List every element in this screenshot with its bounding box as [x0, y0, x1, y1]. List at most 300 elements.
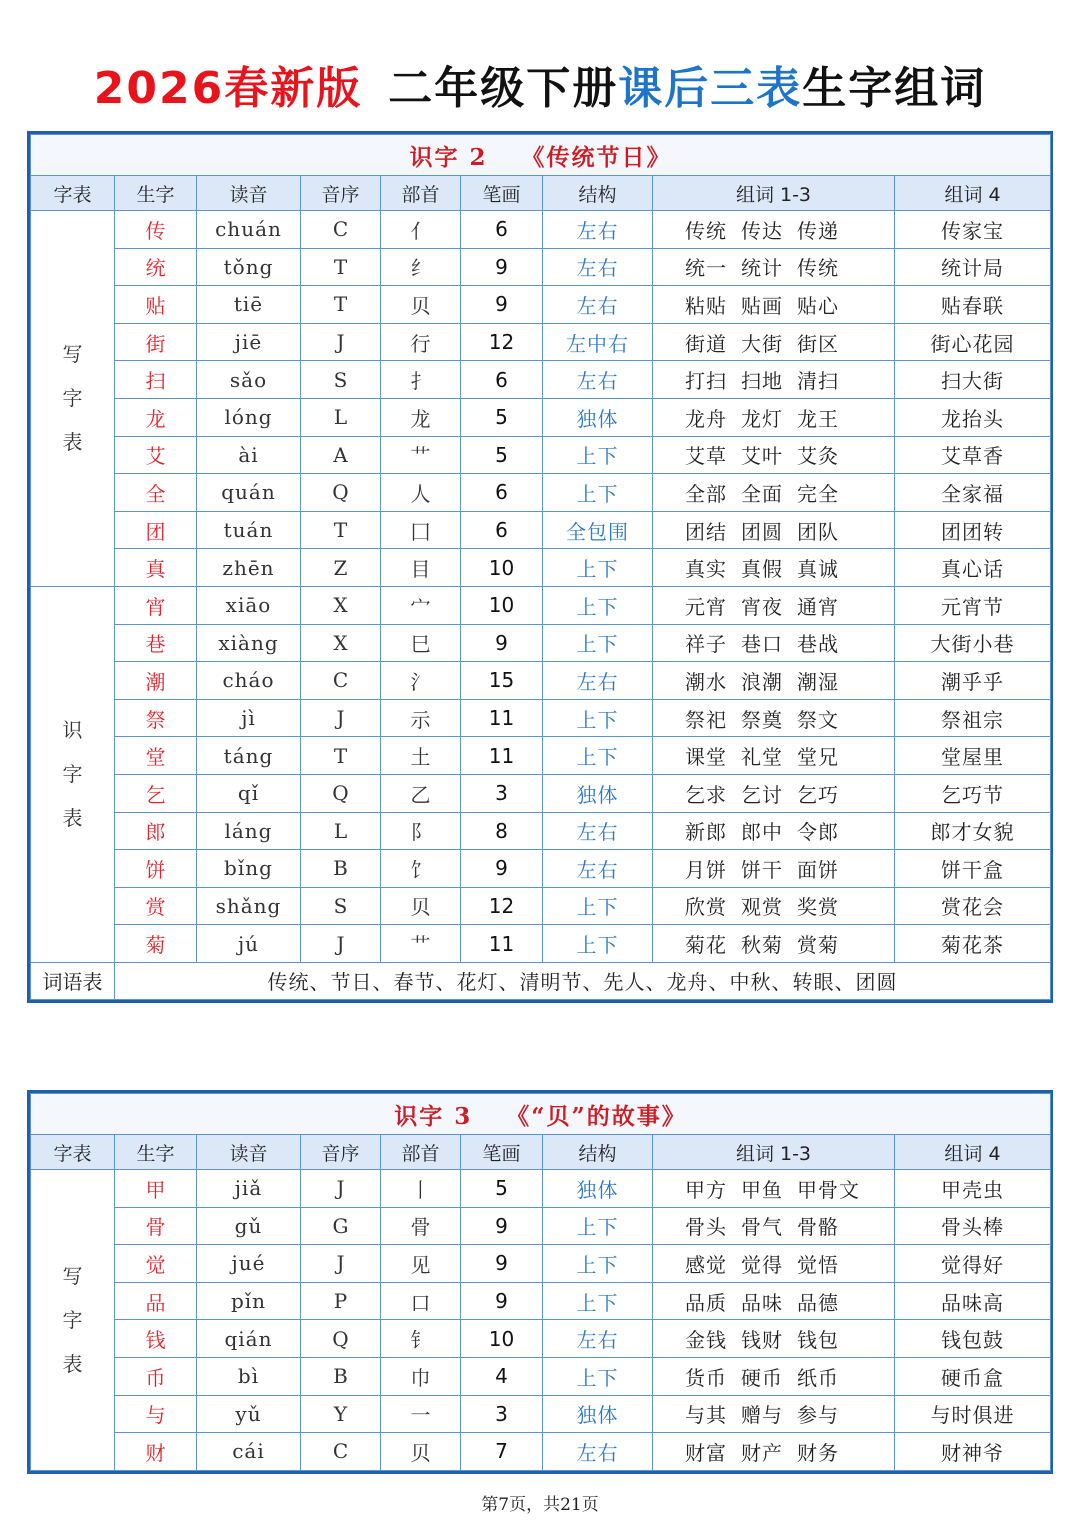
new-character: 币 — [115, 1357, 197, 1395]
word-group-4: 赏花会 — [895, 887, 1051, 925]
initial-letter: J — [301, 699, 381, 737]
word: 课堂 — [685, 745, 727, 770]
word: 真诚 — [797, 557, 839, 582]
stroke-count: 15 — [461, 662, 543, 700]
word-group-4: 统计局 — [895, 248, 1051, 286]
word: 饼干 — [741, 857, 783, 882]
word: 传统 — [797, 256, 839, 281]
radical: 见 — [381, 1245, 461, 1283]
radical: 氵 — [381, 662, 461, 700]
word: 财务 — [797, 1440, 839, 1465]
stroke-count: 9 — [461, 286, 543, 324]
structure: 全包围 — [543, 511, 653, 549]
radical: 乙 — [381, 774, 461, 812]
structure: 上下 — [543, 925, 653, 963]
radical: 一 — [381, 1395, 461, 1433]
initial-letter: T — [301, 248, 381, 286]
word: 纸币 — [797, 1365, 839, 1390]
pinyin: jì — [197, 699, 301, 737]
word: 艾叶 — [741, 444, 783, 469]
table-row — [31, 1433, 1051, 1471]
table-row — [31, 1207, 1051, 1245]
pinyin: tǒng — [197, 248, 301, 286]
structure: 上下 — [543, 436, 653, 474]
new-character: 真 — [115, 549, 197, 587]
pinyin: xiàng — [197, 624, 301, 662]
word: 觉悟 — [797, 1252, 839, 1277]
table-group-label — [31, 1170, 115, 1471]
word-group-4: 扫大街 — [895, 361, 1051, 399]
stroke-count: 5 — [461, 398, 543, 436]
initial-letter: Q — [301, 474, 381, 512]
word-group-4: 全家福 — [895, 474, 1051, 512]
table-row — [31, 361, 1051, 399]
pinyin: xiāo — [197, 586, 301, 624]
structure: 上下 — [543, 1357, 653, 1395]
word: 觉得 — [741, 1252, 783, 1277]
pinyin: láng — [197, 812, 301, 850]
new-character: 觉 — [115, 1245, 197, 1283]
pinyin: tuán — [197, 511, 301, 549]
initial-letter: A — [301, 436, 381, 474]
word: 堂兄 — [797, 745, 839, 770]
character-table — [30, 1093, 1051, 1471]
structure: 上下 — [543, 887, 653, 925]
word: 浪潮 — [741, 669, 783, 694]
table-row — [31, 436, 1051, 474]
lesson-table-shizi-2 — [27, 131, 1053, 1003]
column-header: 结构 — [543, 176, 653, 211]
word-group-1-3 — [653, 549, 895, 587]
word-group-4: 祭祖宗 — [895, 699, 1051, 737]
column-header: 部首 — [381, 1135, 461, 1170]
word: 观赏 — [741, 895, 783, 920]
group-label-char: 表 — [62, 1351, 83, 1376]
word: 大街 — [741, 331, 783, 356]
stroke-count: 9 — [461, 850, 543, 888]
word: 面饼 — [797, 857, 839, 882]
stroke-count: 7 — [461, 1433, 543, 1471]
word: 传递 — [797, 218, 839, 243]
pinyin: shǎng — [197, 887, 301, 925]
initial-letter: T — [301, 511, 381, 549]
structure: 左右 — [543, 850, 653, 888]
stroke-count: 11 — [461, 699, 543, 737]
radical: 丨 — [381, 1170, 461, 1208]
stroke-count: 9 — [461, 624, 543, 662]
new-character: 龙 — [115, 398, 197, 436]
structure: 左右 — [543, 248, 653, 286]
stroke-count: 9 — [461, 1282, 543, 1320]
column-header: 字表 — [31, 1135, 115, 1170]
radical: 骨 — [381, 1207, 461, 1245]
word: 宵夜 — [741, 594, 783, 619]
pinyin: cháo — [197, 662, 301, 700]
group-label-char: 表 — [62, 806, 83, 831]
header-row — [31, 1135, 1051, 1170]
word-group-4: 龙抬头 — [895, 398, 1051, 436]
word-group-1-3 — [653, 211, 895, 249]
table-row — [31, 549, 1051, 587]
column-header: 音序 — [301, 176, 381, 211]
word-group-1-3 — [653, 586, 895, 624]
radical: 人 — [381, 474, 461, 512]
radical: 饣 — [381, 850, 461, 888]
initial-letter: J — [301, 1170, 381, 1208]
column-header: 部首 — [381, 176, 461, 211]
word: 品质 — [685, 1290, 727, 1315]
pinyin: zhēn — [197, 549, 301, 587]
initial-letter: S — [301, 361, 381, 399]
word: 郎中 — [741, 820, 783, 845]
word: 巷战 — [797, 632, 839, 657]
word-group-1-3 — [653, 774, 895, 812]
table-row — [31, 699, 1051, 737]
pinyin: yǔ — [197, 1395, 301, 1433]
radical: 艹 — [381, 436, 461, 474]
table-row — [31, 887, 1051, 925]
title-grade: 二年级下册 — [388, 63, 619, 114]
radical: 纟 — [381, 248, 461, 286]
initial-letter: B — [301, 1357, 381, 1395]
stroke-count: 6 — [461, 474, 543, 512]
word-group-1-3 — [653, 323, 895, 361]
structure: 上下 — [543, 699, 653, 737]
group-label-char: 写 — [62, 342, 83, 367]
new-character: 堂 — [115, 737, 197, 775]
word: 财富 — [685, 1440, 727, 1465]
radical: 行 — [381, 323, 461, 361]
title-year: 2026 — [93, 63, 225, 114]
new-character: 艾 — [115, 436, 197, 474]
pinyin: chuán — [197, 211, 301, 249]
new-character: 统 — [115, 248, 197, 286]
word-group-4: 郎才女貌 — [895, 812, 1051, 850]
word-group-1-3 — [653, 1170, 895, 1208]
word: 感觉 — [685, 1252, 727, 1277]
word-group-4: 贴春联 — [895, 286, 1051, 324]
table-row — [31, 1282, 1051, 1320]
word: 完全 — [797, 481, 839, 506]
pinyin: jiē — [197, 323, 301, 361]
word: 全面 — [741, 481, 783, 506]
new-character: 品 — [115, 1282, 197, 1320]
radical: 宀 — [381, 586, 461, 624]
word: 全部 — [685, 481, 727, 506]
pinyin: gǔ — [197, 1207, 301, 1245]
initial-letter: J — [301, 323, 381, 361]
initial-letter: C — [301, 211, 381, 249]
structure: 左右 — [543, 1433, 653, 1471]
title-series: 课后三表 — [618, 63, 803, 114]
pinyin: jué — [197, 1245, 301, 1283]
new-character: 贴 — [115, 286, 197, 324]
word: 金钱 — [685, 1328, 727, 1353]
structure: 左右 — [543, 812, 653, 850]
structure: 上下 — [543, 474, 653, 512]
word: 秋菊 — [741, 933, 783, 958]
stroke-count: 6 — [461, 511, 543, 549]
column-header: 字表 — [31, 176, 115, 211]
initial-letter: J — [301, 925, 381, 963]
stroke-count: 8 — [461, 812, 543, 850]
vocab-row — [31, 962, 1051, 999]
structure: 独体 — [543, 774, 653, 812]
word: 巷口 — [741, 632, 783, 657]
word: 奖赏 — [797, 895, 839, 920]
word: 祭奠 — [741, 707, 783, 732]
pinyin: táng — [197, 737, 301, 775]
stroke-count: 10 — [461, 1320, 543, 1358]
word: 令郎 — [797, 820, 839, 845]
stroke-count: 9 — [461, 1207, 543, 1245]
word-group-1-3 — [653, 699, 895, 737]
word: 乞巧 — [797, 782, 839, 807]
radical: 目 — [381, 549, 461, 587]
word-group-1-3 — [653, 737, 895, 775]
stroke-count: 6 — [461, 211, 543, 249]
stroke-count: 6 — [461, 361, 543, 399]
word-group-4: 团团转 — [895, 511, 1051, 549]
word: 新郎 — [685, 820, 727, 845]
word-group-4: 品味高 — [895, 1282, 1051, 1320]
word: 祭祀 — [685, 707, 727, 732]
structure: 左右 — [543, 1320, 653, 1358]
word: 乞讨 — [741, 782, 783, 807]
table-row — [31, 850, 1051, 888]
word-group-1-3 — [653, 398, 895, 436]
lesson-number: 识字 2 — [409, 143, 488, 171]
structure: 上下 — [543, 1245, 653, 1283]
word-group-1-3 — [653, 850, 895, 888]
stroke-count: 11 — [461, 737, 543, 775]
initial-letter: X — [301, 624, 381, 662]
word-group-1-3 — [653, 887, 895, 925]
word: 菊花 — [685, 933, 727, 958]
structure: 上下 — [543, 586, 653, 624]
structure: 上下 — [543, 624, 653, 662]
word: 财产 — [741, 1440, 783, 1465]
word-group-1-3 — [653, 1395, 895, 1433]
table-row — [31, 511, 1051, 549]
word: 欣赏 — [685, 895, 727, 920]
radical: 钅 — [381, 1320, 461, 1358]
table-row — [31, 211, 1051, 249]
word: 团圆 — [741, 519, 783, 544]
structure: 上下 — [543, 737, 653, 775]
new-character: 赏 — [115, 887, 197, 925]
word-group-1-3 — [653, 1357, 895, 1395]
word-group-4: 街心花园 — [895, 323, 1051, 361]
table-row — [31, 737, 1051, 775]
word: 祭文 — [797, 707, 839, 732]
word: 钱包 — [797, 1328, 839, 1353]
pinyin: bǐng — [197, 850, 301, 888]
column-header: 生字 — [115, 1135, 197, 1170]
new-character: 全 — [115, 474, 197, 512]
header-row — [31, 176, 1051, 211]
word-group-1-3 — [653, 436, 895, 474]
column-header: 笔画 — [461, 176, 543, 211]
radical: 龙 — [381, 398, 461, 436]
structure: 上下 — [543, 1207, 653, 1245]
word-group-1-3 — [653, 925, 895, 963]
table-row — [31, 1245, 1051, 1283]
group-label-char: 写 — [62, 1263, 83, 1288]
stroke-count: 3 — [461, 1395, 543, 1433]
radical: 艹 — [381, 925, 461, 963]
word-group-1-3 — [653, 361, 895, 399]
radical: 扌 — [381, 361, 461, 399]
word-group-4: 乞巧节 — [895, 774, 1051, 812]
structure: 上下 — [543, 549, 653, 587]
new-character: 与 — [115, 1395, 197, 1433]
new-character: 宵 — [115, 586, 197, 624]
word-group-1-3 — [653, 1282, 895, 1320]
initial-letter: X — [301, 586, 381, 624]
word-group-1-3 — [653, 248, 895, 286]
initial-letter: J — [301, 1245, 381, 1283]
radical: 阝 — [381, 812, 461, 850]
word: 赠与 — [741, 1403, 783, 1428]
group-label-char: 识 — [62, 718, 83, 743]
pinyin: pǐn — [197, 1282, 301, 1320]
table-row — [31, 323, 1051, 361]
lesson-table-shizi-3 — [27, 1090, 1053, 1474]
pinyin: sǎo — [197, 361, 301, 399]
radical: 土 — [381, 737, 461, 775]
new-character: 骨 — [115, 1207, 197, 1245]
word-group-4: 财神爷 — [895, 1433, 1051, 1471]
word: 骨头 — [685, 1215, 727, 1240]
initial-letter: Y — [301, 1395, 381, 1433]
stroke-count: 10 — [461, 549, 543, 587]
group-label-char: 字 — [62, 762, 83, 787]
initial-letter: Z — [301, 549, 381, 587]
word-group-4: 真心话 — [895, 549, 1051, 587]
word: 硬币 — [741, 1365, 783, 1390]
word: 街区 — [797, 331, 839, 356]
initial-letter: P — [301, 1282, 381, 1320]
word-group-1-3 — [653, 1320, 895, 1358]
word-group-4: 潮乎乎 — [895, 662, 1051, 700]
structure: 左右 — [543, 361, 653, 399]
initial-letter: Q — [301, 774, 381, 812]
word: 团队 — [797, 519, 839, 544]
word: 龙灯 — [741, 406, 783, 431]
column-header: 组词 4 — [895, 176, 1051, 211]
page-footer: 第7页，共21页 — [481, 1495, 599, 1515]
stroke-count: 4 — [461, 1357, 543, 1395]
word-group-1-3 — [653, 1207, 895, 1245]
word: 元宵 — [685, 594, 727, 619]
initial-letter: B — [301, 850, 381, 888]
pinyin: tiē — [197, 286, 301, 324]
word: 统计 — [741, 256, 783, 281]
word: 品德 — [797, 1290, 839, 1315]
lesson-banner — [31, 1094, 1051, 1135]
new-character: 街 — [115, 323, 197, 361]
column-header: 读音 — [197, 176, 301, 211]
table-group-label — [31, 211, 115, 587]
word: 粘贴 — [685, 293, 727, 318]
structure: 独体 — [543, 1170, 653, 1208]
word: 参与 — [797, 1403, 839, 1428]
table-row — [31, 774, 1051, 812]
word: 龙王 — [797, 406, 839, 431]
pinyin: jú — [197, 925, 301, 963]
initial-letter: T — [301, 286, 381, 324]
initial-letter: Q — [301, 1320, 381, 1358]
page-title — [0, 52, 1080, 116]
word: 贴画 — [741, 293, 783, 318]
vocab-label: 词语表 — [31, 962, 115, 999]
lesson-name: 《传统节日》 — [521, 143, 672, 171]
word: 甲骨文 — [797, 1177, 860, 1202]
table-row — [31, 286, 1051, 324]
stroke-count: 9 — [461, 1245, 543, 1283]
word-group-4: 饼干盒 — [895, 850, 1051, 888]
initial-letter: T — [301, 737, 381, 775]
word-group-1-3 — [653, 1245, 895, 1283]
table-row — [31, 398, 1051, 436]
word-group-4: 大街小巷 — [895, 624, 1051, 662]
table-row — [31, 586, 1051, 624]
word: 打扫 — [685, 369, 727, 394]
word: 艾草 — [685, 444, 727, 469]
lesson-banner-row — [31, 135, 1051, 176]
word-group-4: 骨头棒 — [895, 1207, 1051, 1245]
word: 品味 — [741, 1290, 783, 1315]
new-character: 财 — [115, 1433, 197, 1471]
pinyin: qǐ — [197, 774, 301, 812]
table-row — [31, 812, 1051, 850]
stroke-count: 12 — [461, 323, 543, 361]
word: 真假 — [741, 557, 783, 582]
lesson-name: 《“贝”的故事》 — [506, 1102, 687, 1130]
stroke-count: 5 — [461, 436, 543, 474]
new-character: 钱 — [115, 1320, 197, 1358]
pinyin: ài — [197, 436, 301, 474]
radical: 亻 — [381, 211, 461, 249]
word: 街道 — [685, 331, 727, 356]
title-edition: 春新版 — [224, 63, 363, 114]
word-group-1-3 — [653, 1433, 895, 1471]
initial-letter: L — [301, 398, 381, 436]
pinyin: qián — [197, 1320, 301, 1358]
word-group-4: 菊花茶 — [895, 925, 1051, 963]
structure: 上下 — [543, 1282, 653, 1320]
pinyin: quán — [197, 474, 301, 512]
word: 真实 — [685, 557, 727, 582]
new-character: 扫 — [115, 361, 197, 399]
new-character: 甲 — [115, 1170, 197, 1208]
word: 甲鱼 — [741, 1177, 783, 1202]
table-row — [31, 925, 1051, 963]
word: 与其 — [685, 1403, 727, 1428]
word-group-1-3 — [653, 624, 895, 662]
radical: 口 — [381, 1282, 461, 1320]
word: 艾灸 — [797, 444, 839, 469]
word-group-4: 硬币盒 — [895, 1357, 1051, 1395]
column-header: 组词 1-3 — [653, 1135, 895, 1170]
stroke-count: 11 — [461, 925, 543, 963]
lesson-banner — [31, 135, 1051, 176]
word: 潮水 — [685, 669, 727, 694]
word-group-1-3 — [653, 812, 895, 850]
word-group-4: 钱包鼓 — [895, 1320, 1051, 1358]
lesson-number: 识字 3 — [394, 1102, 473, 1130]
